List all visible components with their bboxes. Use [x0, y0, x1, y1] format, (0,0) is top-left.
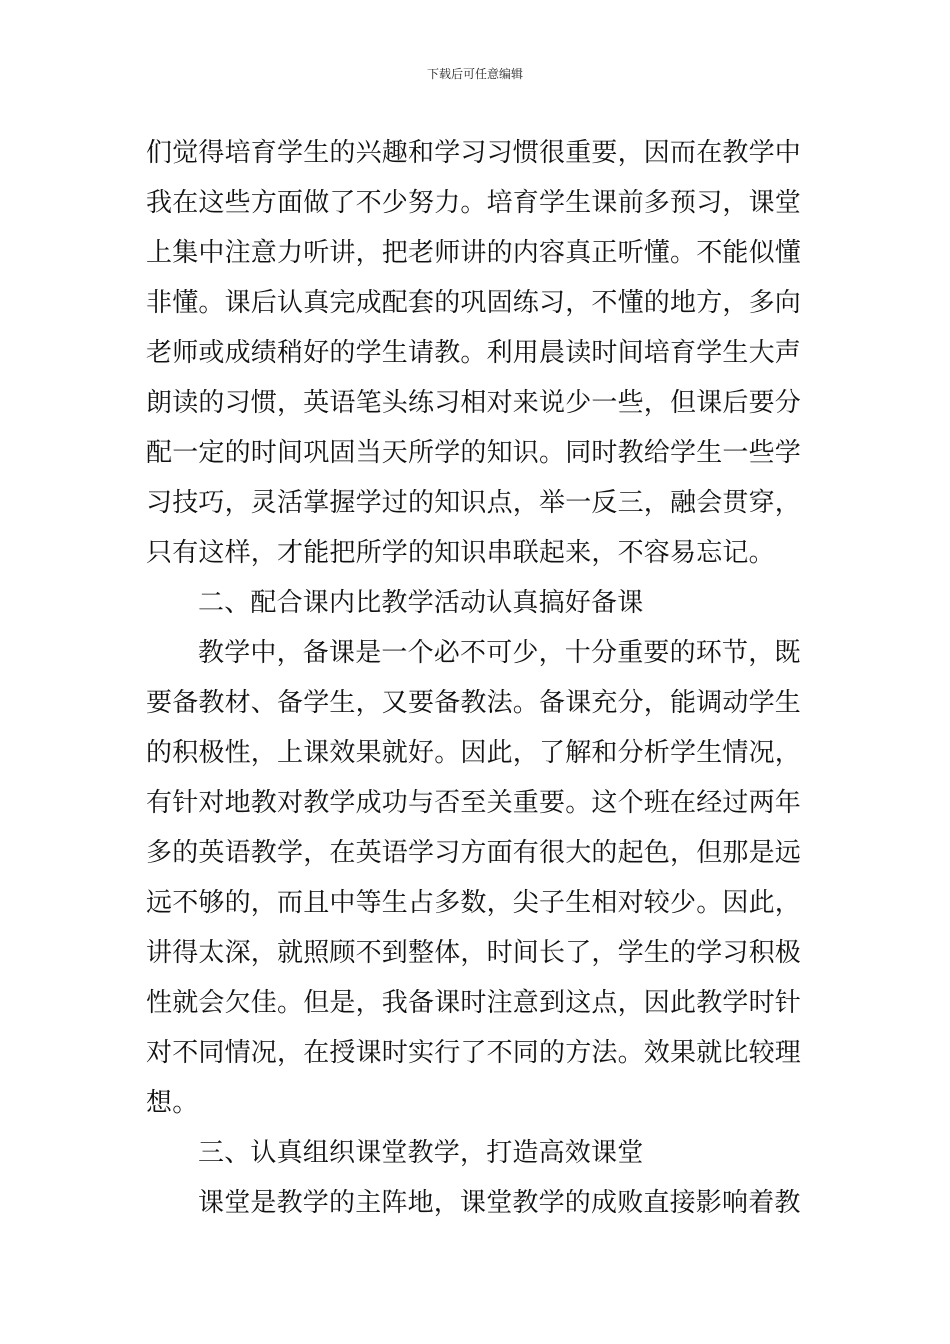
text-line: 有针对地教对教学成功与否至关重要。这个班在经过两年 [146, 788, 802, 818]
text-line: 我在这些方面做了不少努力。培育学生课前多预习，课堂 [146, 188, 802, 218]
text-line: 讲得太深，就照顾不到整体，时间长了，学生的学习积极 [146, 938, 802, 968]
text-line: 非懂。课后认真完成配套的巩固练习，不懂的地方，多向 [146, 288, 802, 318]
text-line: 上集中注意力听讲，把老师讲的内容真正听懂。不能似懂 [146, 238, 802, 268]
text-line: 课堂是教学的主阵地，课堂教学的成败直接影响着教 [198, 1188, 801, 1218]
document-body [146, 128, 810, 1228]
text-line: 远不够的，而且中等生占多数，尖子生相对较少。因此， [146, 888, 802, 918]
text-line: 想。 [146, 1088, 199, 1118]
text-line: 教学中，备课是一个必不可少，十分重要的环节，既 [198, 638, 801, 668]
text-line: 习技巧，灵活掌握学过的知识点，举一反三，融会贯穿， [146, 488, 802, 518]
text-line: 要备教材、备学生，又要备教法。备课充分，能调动学生 [146, 688, 802, 718]
section-heading: 二、配合课内比教学活动认真搞好备课 [198, 588, 644, 618]
text-line: 的积极性，上课效果就好。因此，了解和分析学生情况， [146, 738, 802, 768]
text-line: 配一定的时间巩固当天所学的知识。同时教给学生一些学 [146, 438, 802, 468]
text-line: 多的英语教学，在英语学习方面有很大的起色，但那是远 [146, 838, 802, 868]
text-line: 朗读的习惯，英语笔头练习相对来说少一些，但课后要分 [146, 388, 802, 418]
text-line: 性就会欠佳。但是，我备课时注意到这点，因此教学时针 [146, 988, 802, 1018]
page-header: 下载后可任意编辑 [426, 67, 523, 81]
section-heading: 三、认真组织课堂教学，打造高效课堂 [198, 1138, 644, 1168]
text-line: 对不同情况，在授课时实行了不同的方法。效果就比较理 [146, 1038, 802, 1068]
text-line: 只有这样，才能把所学的知识串联起来，不容易忘记。 [146, 538, 775, 568]
text-line: 老师或成绩稍好的学生请教。利用晨读时间培育学生大声 [146, 338, 802, 368]
text-line: 们觉得培育学生的兴趣和学习习惯很重要，因而在教学中 [146, 138, 802, 168]
